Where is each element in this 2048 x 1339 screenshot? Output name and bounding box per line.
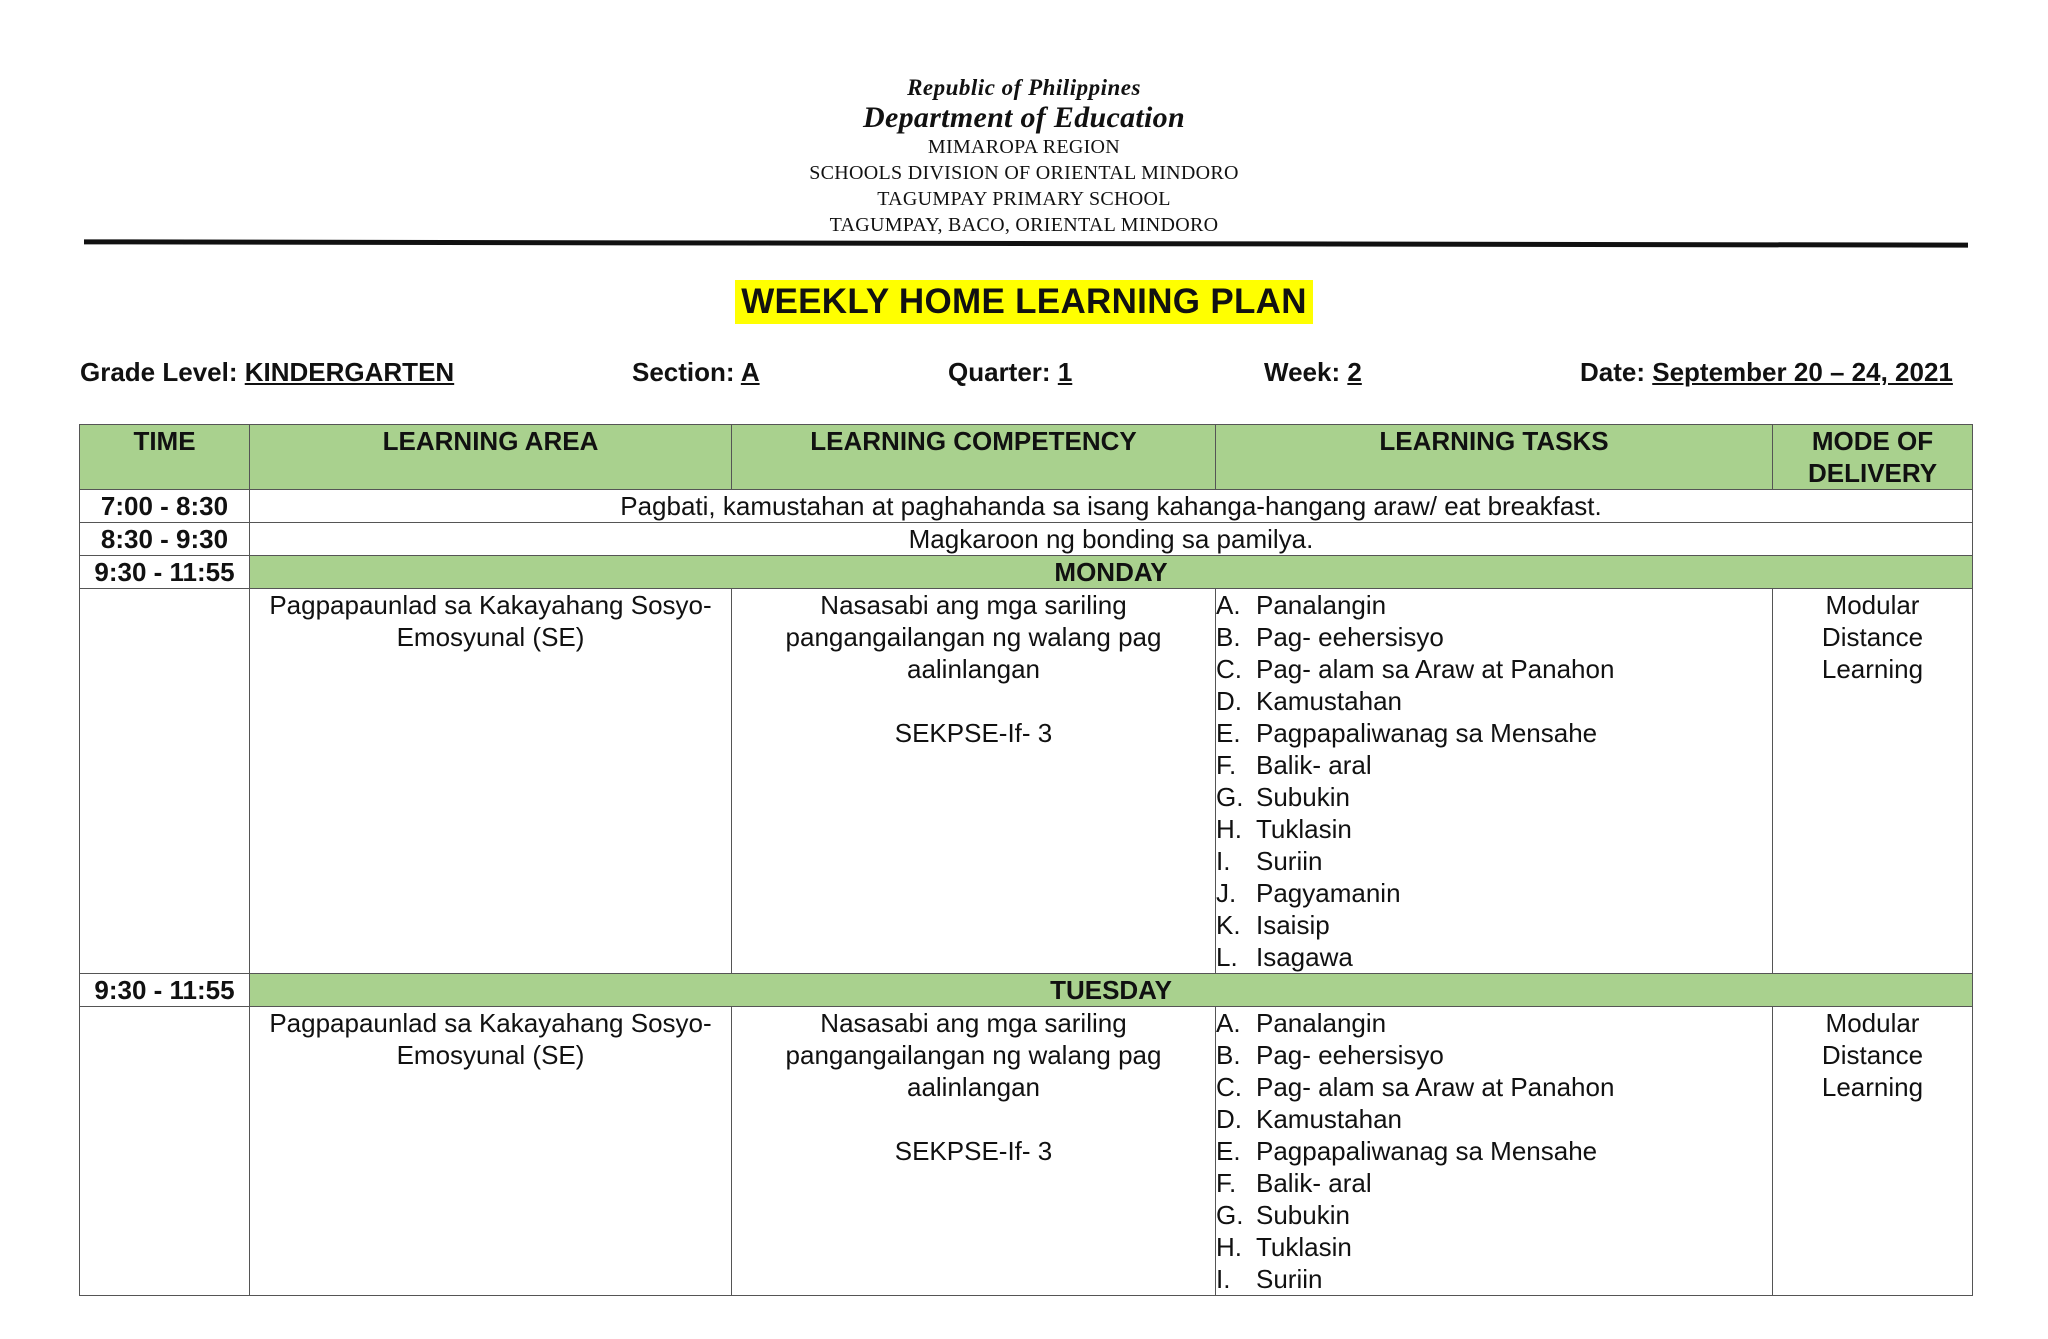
section-info (632, 356, 760, 388)
table-header-row (80, 425, 1973, 490)
spacer (732, 685, 1215, 717)
grade-level-info (80, 356, 454, 388)
task-text: Balik- aral (1256, 750, 1372, 780)
quarter-value: 1 (1057, 357, 1073, 387)
grade-level-label: Grade Level: (80, 357, 245, 387)
table-row (80, 523, 1973, 556)
task-letter: C. (1216, 1072, 1242, 1102)
header-learning-competency: LEARNING COMPETENCY (732, 425, 1216, 490)
date-info (1580, 356, 1953, 388)
task-text: Pagyamanin (1256, 878, 1401, 908)
task-text: Tuklasin (1256, 1232, 1352, 1262)
task-letter: G. (1216, 782, 1244, 812)
task-text: Pag- alam sa Araw at Panahon (1256, 1072, 1615, 1102)
republic-line: Republic of Philippines (907, 75, 1141, 100)
week-value: 2 (1347, 357, 1362, 387)
list-item (1216, 1263, 1772, 1295)
header-learning-area: LEARNING AREA (250, 425, 732, 490)
task-text: Pag- alam sa Araw at Panahon (1256, 654, 1615, 684)
task-text: Subukin (1256, 1200, 1350, 1230)
spacer (732, 1103, 1215, 1135)
list-item (1216, 685, 1772, 717)
day-header-row (80, 556, 1973, 589)
list-item (1216, 909, 1772, 941)
task-letter: F. (1216, 750, 1237, 780)
learning-tasks-cell (1216, 1007, 1773, 1296)
department-line: Department of Education (863, 101, 1185, 134)
division-line: SCHOOLS DIVISION OF ORIENTAL MINDORO (809, 162, 1239, 184)
task-text: Pag- eehersisyo (1256, 622, 1444, 652)
task-letter: E. (1216, 718, 1241, 748)
learning-area-cell: Pagpapaunlad sa Kakayahang Sosyo- Emosyunal (SE) (250, 1007, 732, 1296)
learning-plan-table (79, 424, 1973, 1296)
list-item (1216, 781, 1772, 813)
week-info (1264, 356, 1362, 388)
list-item (1216, 813, 1772, 845)
day-header-row (80, 974, 1973, 1007)
list-item (1216, 1199, 1772, 1231)
competency-code: SEKPSE-If- 3 (894, 718, 1053, 748)
header-divider (84, 239, 1968, 247)
title-wrap (0, 280, 2048, 324)
list-item (1216, 1167, 1772, 1199)
mode-line: Distance (1821, 622, 1924, 652)
task-letter: A. (1216, 590, 1241, 620)
time-cell: 7:00 - 8:30 (80, 490, 250, 523)
task-letter: A. (1216, 1008, 1241, 1038)
time-cell: 9:30 - 11:55 (80, 556, 250, 589)
task-text: Tuklasin (1256, 814, 1352, 844)
task-text: Subukin (1256, 782, 1350, 812)
mode-line: Learning (1821, 1072, 1924, 1102)
list-item (1216, 941, 1772, 973)
list-item (1216, 749, 1772, 781)
task-letter: J. (1216, 878, 1237, 908)
task-letter: F. (1216, 1168, 1237, 1198)
task-text: Pag- eehersisyo (1256, 1040, 1444, 1070)
learning-tasks-cell (1216, 589, 1773, 974)
mode-line: Distance (1821, 1040, 1924, 1070)
day-label: MONDAY (250, 556, 1973, 589)
task-text: Balik- aral (1256, 1168, 1372, 1198)
competency-code: SEKPSE-If- 3 (894, 1136, 1053, 1166)
region-line: MIMAROPA REGION (927, 136, 1121, 158)
day-label: TUESDAY (250, 974, 1973, 1007)
empty-time-cell (80, 589, 250, 974)
date-value: September 20 – 24, 2021 (1652, 357, 1953, 387)
table-row (80, 1007, 1973, 1296)
task-text: Kamustahan (1256, 686, 1402, 716)
competency-text: Nasasabi ang mga sariling pangangailangan ng walang pag aalinlangan (785, 1008, 1162, 1102)
time-cell: 8:30 - 9:30 (80, 523, 250, 556)
task-text: Panalangin (1256, 1008, 1387, 1038)
task-letter: D. (1216, 1104, 1242, 1134)
task-text: Pagpapaliwanag sa Mensahe (1256, 1136, 1598, 1166)
activity-cell: Magkaroon ng bonding sa pamilya. (250, 523, 1973, 556)
task-text: Isaisip (1256, 910, 1330, 940)
quarter-info (948, 356, 1072, 388)
list-item (1216, 1071, 1772, 1103)
week-label: Week: (1264, 357, 1348, 387)
task-text: Suriin (1256, 846, 1323, 876)
task-letter: H. (1216, 1232, 1242, 1262)
list-item (1216, 1103, 1772, 1135)
task-letter: C. (1216, 654, 1242, 684)
task-letter: L. (1216, 942, 1238, 972)
list-item (1216, 653, 1772, 685)
task-letter: D. (1216, 686, 1242, 716)
time-cell: 9:30 - 11:55 (80, 974, 250, 1007)
mode-line: Modular (1825, 590, 1920, 620)
task-text: Pagpapaliwanag sa Mensahe (1256, 718, 1598, 748)
activity-cell: Pagbati, kamustahan at paghahanda sa isang kahanga-hangang araw/ eat breakfast. (250, 490, 1973, 523)
school-line: TAGUMPAY PRIMARY SCHOOL (877, 188, 1171, 210)
task-letter: E. (1216, 1136, 1241, 1166)
task-letter: B. (1216, 622, 1241, 652)
table-row (80, 490, 1973, 523)
table-row (80, 589, 1973, 974)
list-item (1216, 1231, 1772, 1263)
list-item (1216, 1039, 1772, 1071)
date-label: Date: (1580, 357, 1653, 387)
list-item (1216, 1007, 1772, 1039)
task-text: Suriin (1256, 1264, 1323, 1294)
task-letter: K. (1216, 910, 1241, 940)
list-item (1216, 845, 1772, 877)
list-item (1216, 589, 1772, 621)
section-value: A (740, 357, 760, 387)
mode-line: Modular (1825, 1008, 1920, 1038)
quarter-label: Quarter: (948, 357, 1058, 387)
task-letter: G. (1216, 1200, 1244, 1230)
task-text: Kamustahan (1256, 1104, 1402, 1134)
task-letter: B. (1216, 1040, 1241, 1070)
header-mode-of-delivery: MODE OF DELIVERY (1773, 425, 1973, 490)
task-letter: I. (1216, 1264, 1231, 1294)
address-line: TAGUMPAY, BACO, ORIENTAL MINDORO (829, 214, 1219, 236)
list-item (1216, 877, 1772, 909)
header-time: TIME (80, 425, 250, 490)
grade-level-value: KINDERGARTEN (244, 357, 455, 387)
header-learning-tasks: LEARNING TASKS (1216, 425, 1773, 490)
mode-line: Learning (1821, 654, 1924, 684)
list-item (1216, 621, 1772, 653)
task-text: Isagawa (1256, 942, 1353, 972)
letterhead (0, 74, 2048, 238)
task-letter: H. (1216, 814, 1242, 844)
mode-of-delivery-cell (1773, 1007, 1973, 1296)
list-item (1216, 1135, 1772, 1167)
section-label: Section: (632, 357, 741, 387)
task-letter: I. (1216, 846, 1231, 876)
competency-text: Nasasabi ang mga sariling pangangailangan ng walang pag aalinlangan (785, 590, 1162, 684)
empty-time-cell (80, 1007, 250, 1296)
mode-of-delivery-cell (1773, 589, 1973, 974)
learning-competency-cell (732, 1007, 1216, 1296)
list-item (1216, 717, 1772, 749)
task-text: Panalangin (1256, 590, 1387, 620)
learning-competency-cell (732, 589, 1216, 974)
document-title: WEEKLY HOME LEARNING PLAN (735, 280, 1313, 324)
learning-area-cell: Pagpapaunlad sa Kakayahang Sosyo- Emosyunal (SE) (250, 589, 732, 974)
